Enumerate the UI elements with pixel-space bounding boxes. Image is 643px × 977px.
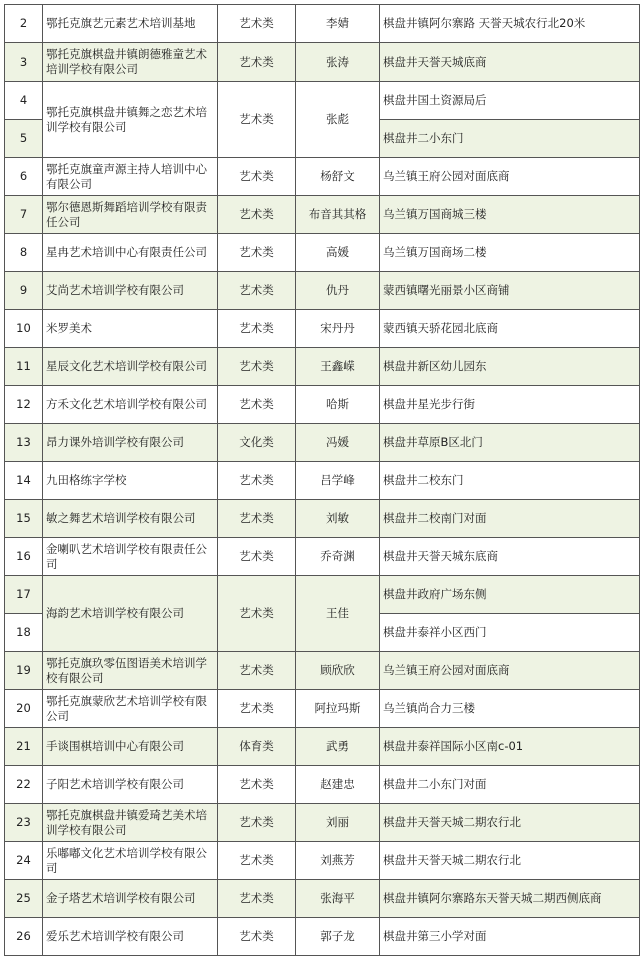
table-row bbox=[5, 196, 640, 234]
row-number: 13 bbox=[5, 424, 43, 462]
school-name: 星冉艺术培训中心有限责任公司 bbox=[43, 234, 218, 272]
contact-person: 高媛 bbox=[296, 234, 380, 272]
school-category: 艺术类 bbox=[218, 804, 296, 842]
school-address: 乌兰镇万国商城三楼 bbox=[380, 196, 640, 234]
contact-person: 张海平 bbox=[296, 880, 380, 918]
row-number: 17 bbox=[5, 576, 43, 614]
table-row bbox=[5, 538, 640, 576]
school-name: 乐嘟嘟文化艺术培训学校有限公司 bbox=[43, 842, 218, 880]
row-number: 26 bbox=[5, 918, 43, 956]
school-address: 棋盘井泰祥国际小区南c-01 bbox=[380, 728, 640, 766]
contact-person: 张涛 bbox=[296, 43, 380, 82]
table-row bbox=[5, 348, 640, 386]
school-name: 子阳艺术培训学校有限公司 bbox=[43, 766, 218, 804]
school-name: 鄂托克旗棋盘井镇爱琦艺美术培训学校有限公司 bbox=[43, 804, 218, 842]
school-name: 海韵艺术培训学校有限公司 bbox=[43, 576, 218, 652]
school-category: 艺术类 bbox=[218, 462, 296, 500]
table-row bbox=[5, 272, 640, 310]
school-name: 方禾文化艺术培训学校有限公司 bbox=[43, 386, 218, 424]
row-number: 18 bbox=[5, 614, 43, 652]
school-address: 蒙西镇曙光丽景小区商铺 bbox=[380, 272, 640, 310]
school-category: 艺术类 bbox=[218, 690, 296, 728]
contact-person: 王鑫嵘 bbox=[296, 348, 380, 386]
school-name: 鄂尔德恩斯舞蹈培训学校有限责任公司 bbox=[43, 196, 218, 234]
school-address: 乌兰镇万国商场二楼 bbox=[380, 234, 640, 272]
school-name: 爱乐艺术培训学校有限公司 bbox=[43, 918, 218, 956]
school-address: 棋盘井政府广场东侧 bbox=[380, 576, 640, 614]
table-row bbox=[5, 576, 640, 614]
school-address: 棋盘井二小东门 bbox=[380, 120, 640, 158]
row-number: 4 bbox=[5, 82, 43, 120]
contact-person: 杨舒文 bbox=[296, 158, 380, 196]
school-address: 蒙西镇天骄花园北底商 bbox=[380, 310, 640, 348]
school-name: 星辰文化艺术培训学校有限公司 bbox=[43, 348, 218, 386]
table-row bbox=[5, 766, 640, 804]
schools-table-body bbox=[5, 5, 640, 956]
school-address: 棋盘井国土资源局后 bbox=[380, 82, 640, 120]
school-address: 棋盘井二校南门对面 bbox=[380, 500, 640, 538]
school-category: 艺术类 bbox=[218, 348, 296, 386]
school-address: 乌兰镇王府公园对面底商 bbox=[380, 158, 640, 196]
school-name: 手谈围棋培训中心有限公司 bbox=[43, 728, 218, 766]
school-category: 艺术类 bbox=[218, 386, 296, 424]
contact-person: 赵建忠 bbox=[296, 766, 380, 804]
table-row bbox=[5, 690, 640, 728]
contact-person: 李婧 bbox=[296, 5, 380, 43]
school-category: 艺术类 bbox=[218, 82, 296, 158]
contact-person: 刘燕芳 bbox=[296, 842, 380, 880]
school-address: 棋盘井泰祥小区西门 bbox=[380, 614, 640, 652]
school-category: 艺术类 bbox=[218, 5, 296, 43]
school-category: 艺术类 bbox=[218, 158, 296, 196]
school-address: 乌兰镇尚合力三楼 bbox=[380, 690, 640, 728]
contact-person: 武勇 bbox=[296, 728, 380, 766]
table-row bbox=[5, 462, 640, 500]
school-category: 艺术类 bbox=[218, 196, 296, 234]
row-number: 20 bbox=[5, 690, 43, 728]
row-number: 24 bbox=[5, 842, 43, 880]
row-number: 23 bbox=[5, 804, 43, 842]
school-name: 艾尚艺术培训学校有限公司 bbox=[43, 272, 218, 310]
school-category: 艺术类 bbox=[218, 766, 296, 804]
row-number: 3 bbox=[5, 43, 43, 82]
table-row bbox=[5, 728, 640, 766]
school-category: 文化类 bbox=[218, 424, 296, 462]
school-address: 棋盘井天誉天城二期农行北 bbox=[380, 804, 640, 842]
table-row bbox=[5, 804, 640, 842]
school-category: 艺术类 bbox=[218, 538, 296, 576]
school-address: 棋盘井二小东门对面 bbox=[380, 766, 640, 804]
school-category: 艺术类 bbox=[218, 918, 296, 956]
row-number: 6 bbox=[5, 158, 43, 196]
school-address: 棋盘井二校东门 bbox=[380, 462, 640, 500]
school-category: 体育类 bbox=[218, 728, 296, 766]
row-number: 14 bbox=[5, 462, 43, 500]
school-name: 九田格练字学校 bbox=[43, 462, 218, 500]
school-address: 棋盘井星光步行街 bbox=[380, 386, 640, 424]
school-name: 鄂托克旗童声源主持人培训中心有限公司 bbox=[43, 158, 218, 196]
school-category: 艺术类 bbox=[218, 842, 296, 880]
school-name: 鄂托克旗玖零伍图语美术培训学校有限公司 bbox=[43, 652, 218, 690]
contact-person: 张彪 bbox=[296, 82, 380, 158]
table-row bbox=[5, 158, 640, 196]
school-address: 棋盘井新区幼儿园东 bbox=[380, 348, 640, 386]
table-row bbox=[5, 5, 640, 43]
school-name: 米罗美术 bbox=[43, 310, 218, 348]
row-number: 22 bbox=[5, 766, 43, 804]
school-name: 昂力课外培训学校有限公司 bbox=[43, 424, 218, 462]
school-category: 艺术类 bbox=[218, 272, 296, 310]
school-name: 鄂托克旗蒙欣艺术培训学校有限公司 bbox=[43, 690, 218, 728]
table-row bbox=[5, 43, 640, 82]
row-number: 9 bbox=[5, 272, 43, 310]
school-name: 金喇叭艺术培训学校有限责任公司 bbox=[43, 538, 218, 576]
contact-person: 乔奇渊 bbox=[296, 538, 380, 576]
contact-person: 郭子龙 bbox=[296, 918, 380, 956]
row-number: 25 bbox=[5, 880, 43, 918]
row-number: 19 bbox=[5, 652, 43, 690]
contact-person: 刘敏 bbox=[296, 500, 380, 538]
table-row bbox=[5, 652, 640, 690]
table-row bbox=[5, 234, 640, 272]
school-category: 艺术类 bbox=[218, 234, 296, 272]
table-row bbox=[5, 310, 640, 348]
school-name: 敏之舞艺术培训学校有限公司 bbox=[43, 500, 218, 538]
table-row bbox=[5, 386, 640, 424]
table-row bbox=[5, 842, 640, 880]
row-number: 2 bbox=[5, 5, 43, 43]
contact-person: 王佳 bbox=[296, 576, 380, 652]
school-category: 艺术类 bbox=[218, 43, 296, 82]
school-address: 棋盘井草原B区北门 bbox=[380, 424, 640, 462]
school-address: 棋盘井天誉天城底商 bbox=[380, 43, 640, 82]
school-address: 棋盘井第三小学对面 bbox=[380, 918, 640, 956]
contact-person: 哈斯 bbox=[296, 386, 380, 424]
table-row bbox=[5, 918, 640, 956]
row-number: 11 bbox=[5, 348, 43, 386]
table-row bbox=[5, 82, 640, 120]
school-name: 鄂托克旗棋盘井镇朗德雅童艺术培训学校有限公司 bbox=[43, 43, 218, 82]
row-number: 7 bbox=[5, 196, 43, 234]
school-name: 鄂托克旗艺元素艺术培训基地 bbox=[43, 5, 218, 43]
table-row bbox=[5, 880, 640, 918]
school-address: 棋盘井天誉天城二期农行北 bbox=[380, 842, 640, 880]
contact-person: 阿拉玛斯 bbox=[296, 690, 380, 728]
contact-person: 宋丹丹 bbox=[296, 310, 380, 348]
school-category: 艺术类 bbox=[218, 500, 296, 538]
row-number: 12 bbox=[5, 386, 43, 424]
school-name: 金子塔艺术培训学校有限公司 bbox=[43, 880, 218, 918]
row-number: 21 bbox=[5, 728, 43, 766]
row-number: 10 bbox=[5, 310, 43, 348]
row-number: 5 bbox=[5, 120, 43, 158]
schools-table bbox=[4, 4, 640, 956]
school-address: 棋盘井镇阿尔寨路 天誉天城农行北20米 bbox=[380, 5, 640, 43]
contact-person: 冯媛 bbox=[296, 424, 380, 462]
contact-person: 吕学峰 bbox=[296, 462, 380, 500]
contact-person: 顾欣欣 bbox=[296, 652, 380, 690]
contact-person: 仇丹 bbox=[296, 272, 380, 310]
school-name: 鄂托克旗棋盘井镇舞之恋艺术培训学校有限公司 bbox=[43, 82, 218, 158]
table-row bbox=[5, 500, 640, 538]
school-address: 棋盘井镇阿尔寨路东天誉天城二期西侧底商 bbox=[380, 880, 640, 918]
school-category: 艺术类 bbox=[218, 880, 296, 918]
school-category: 艺术类 bbox=[218, 310, 296, 348]
school-category: 艺术类 bbox=[218, 652, 296, 690]
table-row bbox=[5, 424, 640, 462]
school-address: 乌兰镇王府公园对面底商 bbox=[380, 652, 640, 690]
row-number: 15 bbox=[5, 500, 43, 538]
contact-person: 布音其其格 bbox=[296, 196, 380, 234]
contact-person: 刘丽 bbox=[296, 804, 380, 842]
row-number: 16 bbox=[5, 538, 43, 576]
school-address: 棋盘井天誉天城东底商 bbox=[380, 538, 640, 576]
school-category: 艺术类 bbox=[218, 576, 296, 652]
row-number: 8 bbox=[5, 234, 43, 272]
